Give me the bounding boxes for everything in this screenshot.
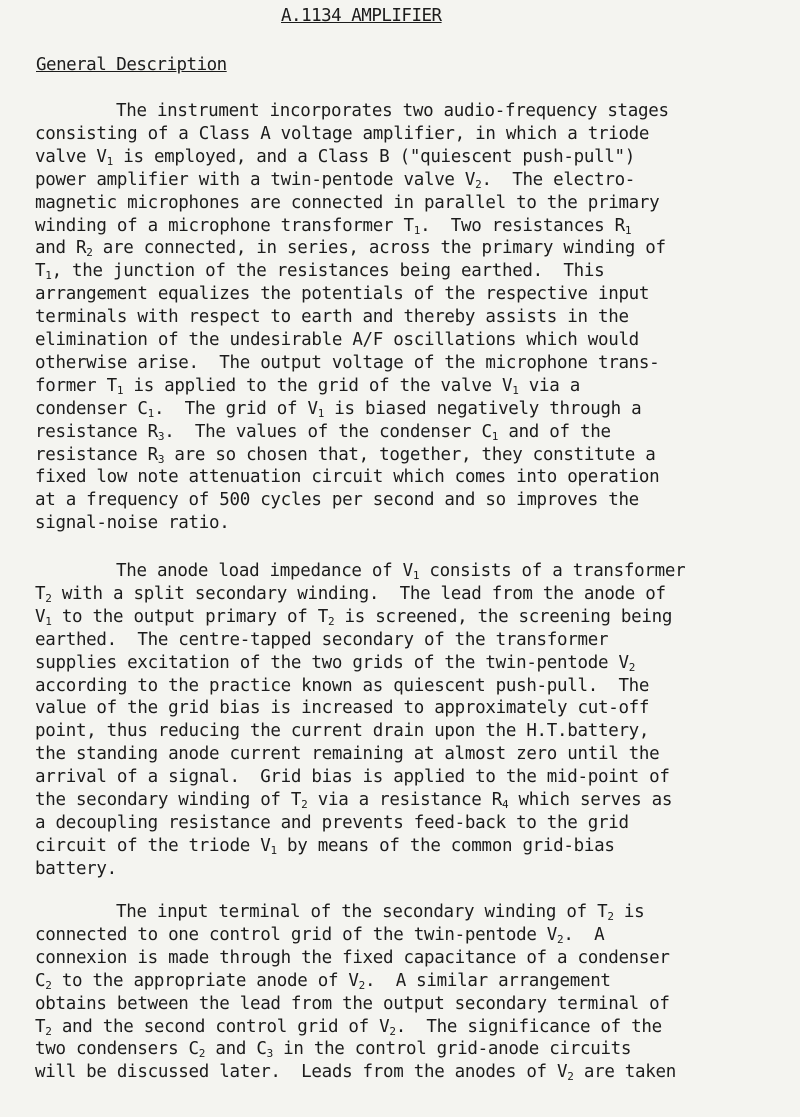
text-line: $T_2$ and the second control grid of $V_2$. The significance of the bbox=[35, 1016, 662, 1038]
text-line: signal-noise ratio. bbox=[35, 513, 230, 534]
text-line: the standing anode current remaining at almost zero until the bbox=[35, 744, 660, 765]
text-line: magnetic microphones are connected in parallel to the primary bbox=[35, 192, 660, 213]
text-line: will be discussed later. Leads from the anodes of $V_2$ are taken bbox=[35, 1062, 676, 1084]
text-line: point, thus reducing the current drain upon the H.T.battery, bbox=[35, 721, 650, 742]
text-line: $C_2$ to the appropriate anode of $V_2$. A similar arrangement bbox=[35, 970, 611, 992]
text-line: the secondary winding of $T_2$ via a resistance $R_4$ which serves as bbox=[35, 790, 673, 811]
section-heading: General Description bbox=[36, 55, 227, 75]
text-line: $T_2$ with a split secondary winding. The lead from the anode of bbox=[35, 583, 666, 605]
text-line: The anode load impedance of $V_1$ consists of a transformer bbox=[116, 561, 686, 582]
text-line: power amplifier with a twin-pentode valve $V_2$. The electro- bbox=[35, 169, 636, 191]
text-line: resistance $R_3$ are so chosen that, together, they constitute a bbox=[35, 444, 656, 466]
text-line: arrival of a signal. Grid bias is applied to the mid-point of bbox=[35, 767, 670, 788]
text-line: two condensers $C_2$ and $C_3$ in the control grid-anode circuits bbox=[35, 1039, 632, 1061]
text-line: otherwise arise. The output voltage of the microphone trans- bbox=[35, 352, 660, 373]
text-line: valve $V_1$ is employed, and a Class B ("quiescent push-pull") bbox=[35, 146, 636, 168]
text-line: condenser $C_1$. The grid of $V_1$ is biased negatively through a bbox=[35, 398, 642, 420]
text-line: resistance $R_3$. The values of the condenser $C_1$ and of the bbox=[35, 421, 611, 443]
text-line: former $T_1$ is applied to the grid of the valve $V_1$ via a bbox=[35, 375, 580, 397]
text-line: $T_1$, the junction of the resistances being earthed. This bbox=[35, 261, 605, 283]
text-line: elimination of the undesirable A/F oscillations which would bbox=[35, 330, 639, 350]
text-line: $V_1$ to the output primary of $T_2$ is screened, the screening being bbox=[35, 606, 673, 628]
text-line: obtains between the lead from the output secondary terminal of bbox=[35, 993, 670, 1014]
text-line: connected to one control grid of the twin-pentode $V_2$. A bbox=[35, 924, 605, 946]
text-line: at a frequency of 500 cycles per second and so improves the bbox=[35, 490, 639, 511]
text-line: value of the grid bias is increased to approximately cut-off bbox=[35, 698, 650, 719]
text-line: The input terminal of the secondary winding of $T_2$ is bbox=[116, 902, 645, 923]
text-line: a decoupling resistance and prevents feed-back to the grid bbox=[35, 812, 629, 833]
text-line: earthed. The centre-tapped secondary of the transformer bbox=[35, 629, 609, 650]
text-line: connexion is made through the fixed capacitance of a condenser bbox=[35, 947, 670, 968]
text-line: winding of a microphone transformer $T_1$. Two resistances $R_1$ bbox=[35, 215, 632, 237]
text-line: fixed low note attenuation circuit which comes into operation bbox=[35, 467, 660, 488]
text-line: arrangement equalizes the potentials of the respective input bbox=[35, 284, 650, 305]
text-line: terminals with respect to earth and thereby assists in the bbox=[35, 307, 629, 328]
text-line: according to the practice known as quiescent push-pull. The bbox=[35, 675, 650, 696]
document-title: A.1134 AMPLIFIER bbox=[281, 6, 442, 26]
text-line: circuit of the triode $V_1$ by means of the common grid-bias bbox=[35, 835, 615, 857]
text-line: The instrument incorporates two audio-frequency stages bbox=[116, 101, 669, 121]
text-line: and $R_2$ are connected, in series, across the primary winding of bbox=[35, 238, 666, 260]
text-line: battery. bbox=[35, 858, 117, 879]
text-line: supplies excitation of the two grids of the twin-pentode $V_2$ bbox=[35, 652, 636, 674]
text-line: consisting of a Class A voltage amplifier, in which a triode bbox=[35, 123, 650, 144]
